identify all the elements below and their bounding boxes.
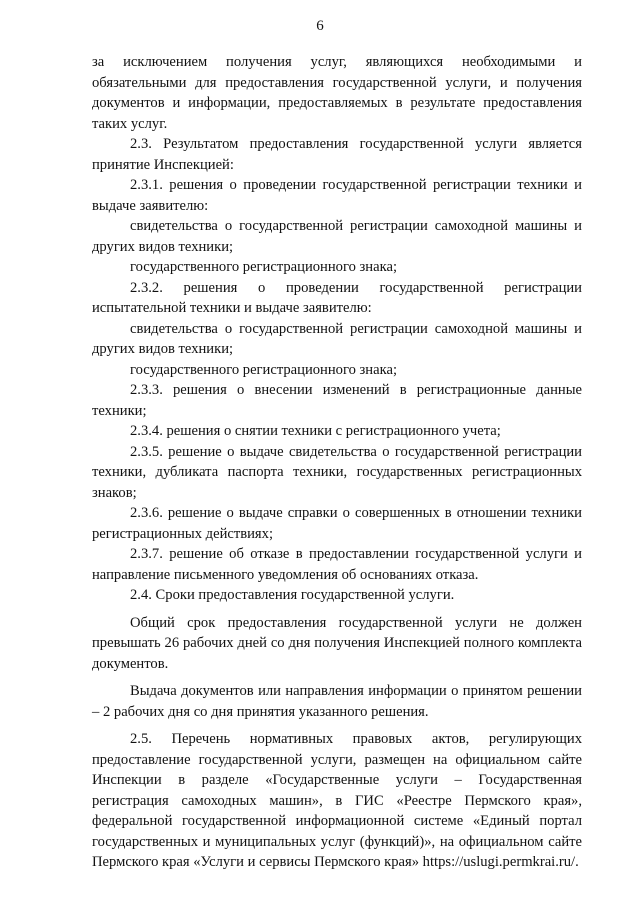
paragraph: 2.4. Сроки предоставления государственной услуги. xyxy=(130,587,455,603)
paragraph: 2.3.5. решение о выдаче свидетельства о государственной регистрации техники, дубликата паспорта техники, государственных регистрационных знаков; xyxy=(92,443,582,501)
paragraph: свидетельства о государственной регистрации самоходной машины и других видов техники; xyxy=(92,218,582,255)
paragraph: свидетельства о государственной регистрации самоходной машины и других видов техники; xyxy=(92,320,582,357)
paragraph: 2.3.1. решения о проведении государственной регистрации техники и выдаче заявителю: xyxy=(92,177,582,214)
paragraph: 2.5. Перечень нормативных правовых актов, регулирующих предоставление государственной услуги, размещен на официальном сайте Инспекции в разделе «Государственные услуги – Государственная регистрация самоходных машин», в ГИС «Реестре Пермского края», федеральной государственной информационной системе «Единый портал государственных и муниципальных услуг (функций)», на официальном сайте Пермского края «Услуги и сервисы Пермского края» https://uslugi.permkrai.ru/. xyxy=(92,731,582,870)
paragraph: 2.3.7. решение об отказе в предоставлении государственной услуги и направление письменного уведомления об основаниях отказа. xyxy=(92,546,582,583)
paragraph: 2.3. Результатом предоставления государственной услуги является принятие Инспекцией: xyxy=(92,136,582,173)
paragraph: государственного регистрационного знака; xyxy=(130,361,397,378)
paragraph: государственного регистрационного знака; xyxy=(130,259,397,275)
document-body xyxy=(92,52,582,873)
paragraph: Общий срок предоставления государственной услуги не должен превышать 26 рабочих дней со дня получения Инспекцией полного комплекта документов. xyxy=(92,614,582,672)
paragraph: 2.3.6. решение о выдаче справки о совершенных в отношении техники регистрационных действиях; xyxy=(92,505,582,542)
paragraph: 2.3.2. решения о проведении государственной регистрации испытательной техники и выдаче заявителю: xyxy=(92,279,582,316)
paragraph: 2.3.4. решения о снятии техники с регистрационного учета; xyxy=(130,423,501,439)
paragraph: за исключением получения услуг, являющихся необходимыми и обязательными для предоставления государственной услуги, и получения документов и информации, предоставляемых в результате предоставления таких услуг. xyxy=(92,54,582,132)
paragraph: 2.3.3. решения о внесении изменений в регистрационные данные техники; xyxy=(92,382,582,419)
page-number: 6 xyxy=(316,18,324,34)
paragraph: Выдача документов или направления информации о принятом решении – 2 рабочих дня со дня принятия указанного решения. xyxy=(92,683,582,720)
